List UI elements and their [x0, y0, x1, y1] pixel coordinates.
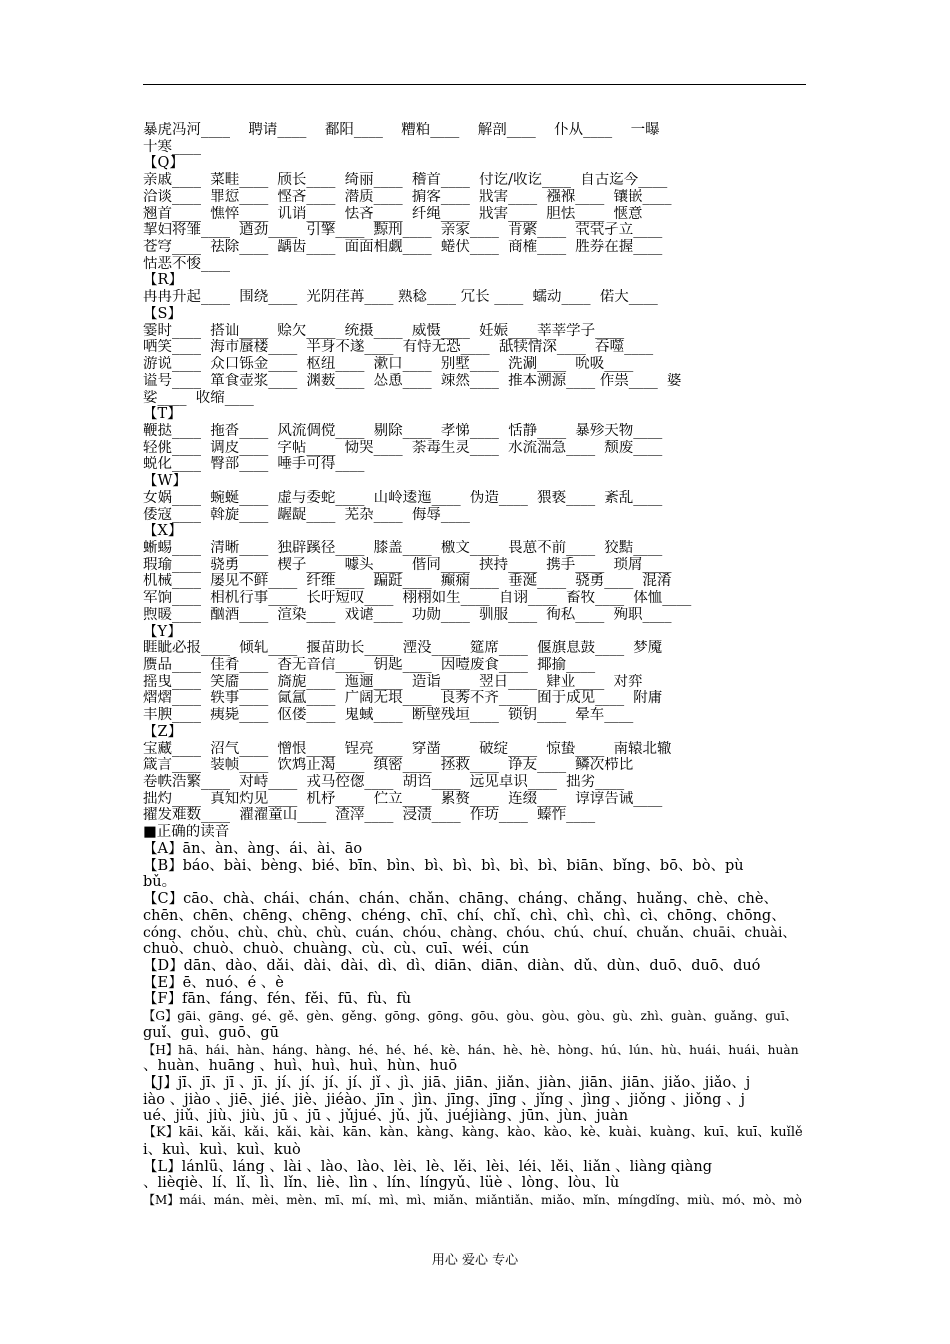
- text-line: 【C】cāo、chà、chái、chán、chán、chǎn、chāng、cháng、chǎng、huǎng、chè、chè、: [143, 891, 778, 908]
- text-line: 箴言____ 装帧____ 饮鸩止渴____ 缜密____ 拯救____ 诤友____ 鳞次栉比: [143, 757, 634, 774]
- text-line: 冉冉升起____ 围绕____ 光阴荏苒____ 熟稔____ 冗长 ____ 蠕动____ 偌大____: [143, 289, 658, 306]
- text-line: 洽谈____ 罪愆____ 悭吝____ 潜质____ 掮客____ 戕害____ 襁褓____ 镶嵌____: [143, 188, 672, 205]
- text-line: 【Z】: [143, 723, 183, 740]
- text-line: 哂笑____ 海市蜃楼____ 半身不遂____ 有恃无恐____ 舐犊情深____ 吞噬____: [143, 339, 654, 356]
- text-line: 鞭挞____ 拖沓____ 风流倜傥____ 剔除____ 孝悌____ 恬静____ 暴殄天物____: [143, 422, 663, 439]
- text-line: 【F】fān、fáng、fén、fěi、fū、fù、fù: [143, 991, 412, 1008]
- text-line: 赝品____ 佳肴____ 杳无音信____ 钥匙____ 因噎废食____ 揶揄____: [143, 657, 596, 673]
- text-line: 、huàn、huāng 、huì、huì、huì、hùn、huō: [143, 1058, 458, 1075]
- text-line: 煦暖____ 酗酒____ 渲染____ 戏谑____ 功勋____ 驯服____ 徇私____ 殉职____: [143, 606, 672, 623]
- text-line: 卷帙浩繁____ 对峙____ 戎马倥偬____ 胡诌____ 远见卓识____ 拙劣____: [143, 774, 625, 791]
- text-line: 【R】: [143, 272, 183, 289]
- text-line: 挈妇将雏____ 遒劲____ 引擎____ 黥刑____ 亲家____ 肯綮____ 茕茕孑立____: [143, 222, 663, 239]
- text-line: 倭寇____ 斡旋____ 龌龊____ 芜杂____ 侮辱____: [143, 506, 470, 523]
- text-line: 蜕化____ 臀部____ 唾手可得____: [143, 456, 365, 473]
- text-line: 【W】: [143, 473, 187, 490]
- text-line: 霎时____ 搭讪____ 赊欠____ 统摄____ 威慑____ 妊娠____莘莘学子____: [143, 322, 625, 339]
- text-line: 轻佻____ 调皮____ 字帖____ 恸哭____ 荼毒生灵____ 水流湍急____ 颓废____: [143, 439, 663, 456]
- text-line: 【S】: [143, 305, 182, 322]
- text-line: 拙灼____ 真知灼见____ 机杼____ 伫立____ 累赘____ 连缀____ 谆谆告诫____: [143, 790, 663, 807]
- text-line: 宝藏____ 沼气____ 憎恨____ 锃亮____ 穿凿____ 破绽____ 惊蛰____ 南辕北辙: [143, 740, 672, 757]
- text-line: 翘首____ 憔悴____ 讥诮____ 怯吝____ 纤绳____ 戕害____ 胆怯____ 惬意: [143, 205, 643, 222]
- text-line: bǔ。: [143, 874, 177, 891]
- text-line: chuò、chuò、chuò、chuàng、cù、cù、cuī、wéi、cún: [143, 941, 530, 958]
- text-line: cóng、chǒu、chù、chù、chù、cuán、chóu、chàng、chóu、chú、chuí、chuǎn、chuāi、chuài、: [143, 924, 797, 941]
- text-line: iào 、jiào 、jiē、jié、jiè、jiéào、jīn 、jìn、jīng、jīng 、jǐng 、jìng 、jiǒng 、jiǒng 、j: [143, 1091, 746, 1108]
- text-line: 丰腴____ 痍毙____ 伛偻____ 鬼蜮____ 断壁残垣____ 锁钥____ 晕车____: [143, 707, 634, 724]
- text-line: ué、jiǔ、jiù、jiù、jū 、jū 、jǔjué、jǔ、jǔ、juéjiàng、jūn、jùn、juàn: [143, 1108, 629, 1125]
- text-line: chēn、chēn、chēng、chēng、chéng、chī、chí、chǐ、chì、chì、chì、cì、chōng、chōng、: [143, 907, 786, 924]
- text-line: 游说____ 众口铄金____ 枢纽____ 漱口____ 别墅____ 洗涮____ 吮吸____: [143, 356, 634, 373]
- text-line: 【E】ē、nuó、é 、è: [143, 974, 284, 991]
- text-line: 暴虎冯河____ 聘请____ 鄱阳____ 糟粕____ 解剖____ 仆从____ 一曝: [143, 122, 660, 138]
- text-line: 【M】mái、mán、mèi、mèn、mī、mí、mì、mì、miǎn、miǎntiǎn、miǎo、mǐn、míngdǐng、miù、mó、mò、mò: [143, 1193, 802, 1207]
- text-line: 十寒____: [143, 138, 201, 155]
- text-line: 【Y】: [143, 623, 182, 640]
- text-line: 【A】ān、àn、àng、ái、ài、āo: [143, 840, 363, 857]
- text-line: 【G】gāi、gāng、gé、gě、gèn、gěng、gōng、gōng、gōu、gòu、gòu、gòu、gù、zhì、guàn、guǎng、guī、: [143, 1009, 798, 1024]
- text-line: 【T】: [143, 406, 182, 423]
- text-line: 【B】báo、bài、bèng、bié、bīn、bìn、bì、bì、bì、bì、bì、biān、bǐng、bō、bò、pù: [143, 857, 744, 874]
- text-line: 亲戚____ 菜畦____ 颀长____ 绮丽____ 稽首____ 付讫/收讫____ 自古迄今____: [143, 172, 668, 189]
- text-line: 【H】hā、hái、hàn、háng、hàng、hé、hé、hé、kè、hán、hè、hè、hòng、hú、lún、hù、huái、huái、huàn: [143, 1042, 799, 1057]
- text-line: 、lièqiè、lí、lǐ、lì、lǐn、liè、lìn 、lín、língyǔ、lüè 、lòng、lòu、lù: [143, 1175, 620, 1192]
- text-line: 摇曳____ 笑靥____ 旖旎____ 迤逦____ 造诣____ 翌日____ 肄业____ 对弈: [143, 673, 643, 690]
- text-line: 擢发难数____ 濯濯童山____ 渣滓____ 浸渍____ 作坊____ 螓怍____: [143, 807, 596, 824]
- header-rule: [143, 84, 806, 85]
- document-body: [143, 122, 806, 1209]
- page-footer: 用心 爱心 专心: [431, 1253, 519, 1268]
- text-line: 【D】dān、dào、dǎi、dài、dài、dì、dì、diān、diān、diàn、dǔ、dùn、duō、duō、duó: [143, 957, 761, 974]
- text-line: 【K】kāi、kǎi、kǎi、kǎi、kài、kān、kàn、kàng、kàng、kào、kào、kè、kuài、kuàng、kuī、kuī、kuǐlě: [143, 1125, 803, 1141]
- text-line: 娑____ 收缩____: [143, 389, 254, 406]
- text-line: 【J】jī、jī、jī 、jī、jí、jí、jí、jí、jǐ 、jì、jiā、jiān、jiǎn、jiàn、jiān、jiān、jiǎo、jiǎo、j: [143, 1074, 751, 1091]
- text-line: 【L】lánlǚ、láng 、lài 、lào、lào、lèi、lè、lěi、lèi、léi、lěi、liǎn 、liàng qiàng: [143, 1158, 712, 1175]
- text-line: i、kuì、kuì、kuì、kuò: [143, 1141, 301, 1158]
- text-line: ■正确的读音: [143, 824, 230, 841]
- text-line: 怙恶不悛____: [143, 255, 230, 272]
- text-line: guǐ、guì、guō、gū: [143, 1024, 279, 1041]
- text-line: 熠熠____ 轶事____ 氤氲____ 广阔无垠____ 良莠不齐____ 囿于成见____ 附庸: [143, 690, 663, 707]
- text-line: 睚眦必报____ 倾轧____ 揠苗助长____ 湮没____ 筵席____ 偃旗息鼓____ 梦魇: [143, 640, 663, 657]
- text-line: 机械____ 屡见不鲜____ 纤维____ 蹁跹____ 癫痫____ 垂涎____ 骁勇____ 混淆: [143, 573, 672, 590]
- text-line: 谥号____ 箪食壶浆____ 渊薮____ 怂恿____ 竦然____ 推本溯源____ 作祟____ 婆: [143, 372, 682, 389]
- text-line: 蜥蜴____ 清晰____ 独辟蹊径____ 膝盖____ 檄文____ 畏葸不前____ 狡黠____: [143, 539, 663, 556]
- text-line: 【Q】: [143, 155, 184, 172]
- text-line: 【X】: [143, 523, 183, 540]
- text-line: 女娲____ 蜿蜒____ 虚与委蛇____ 山岭逶迤____ 伪造____ 猥亵____ 紊乱____: [143, 489, 663, 506]
- text-line: 军饷____ 相机行事____ 长吁短叹____ 栩栩如生____ 自诩____ 畜牧____ 体恤____: [143, 590, 692, 607]
- text-line: 瑕瑜____ 骁勇____ 楔子____ 噱头____ 偕同____ 挟持____ 携手____ 琐屑____: [143, 556, 672, 573]
- text-line: 苍穹____ 祛除____ 龋齿____ 面面相觑____ 蜷伏____ 商榷____ 胜券在握____: [143, 239, 663, 256]
